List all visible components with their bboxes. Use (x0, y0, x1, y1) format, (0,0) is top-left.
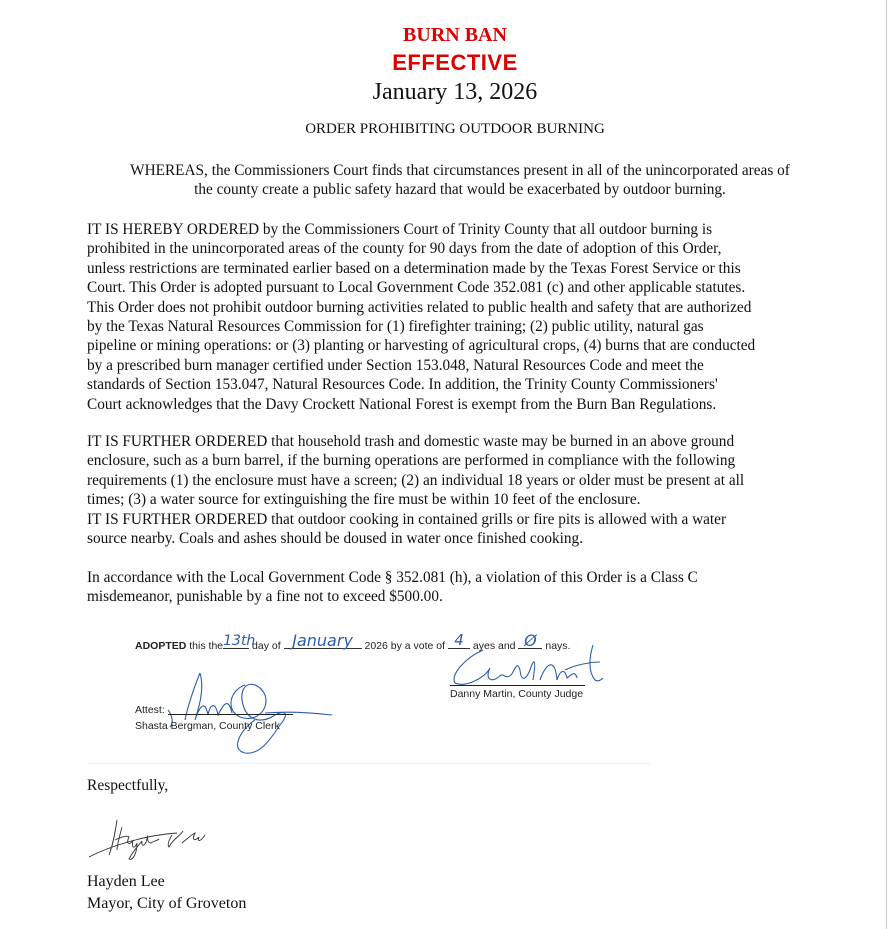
text-line: pipeline or mining operations: or (3) planting or harvesting of agricultural crops, (4) burns that are conducted (87, 337, 756, 355)
text-line: by a prescribed burn manager certified under Section 153.048, Natural Resources Code and meet the (87, 356, 704, 374)
order-heading: ORDER PROHIBITING OUTDOOR BURNING (305, 121, 605, 137)
penalty-paragraph (87, 568, 827, 607)
text-line: This Order does not prohibit outdoor burning activities related to public health and safety that are authorized (87, 298, 752, 316)
judge-signature (445, 640, 605, 690)
text-line: requirements (1) the enclosure must have a screen; (2) an individual 18 years or older must be present at all (87, 471, 745, 489)
text-line: times; (3) a water source for extinguishing the fire must be within 10 feet of the enclosure. (87, 491, 641, 509)
ayes-value: 4 (454, 631, 464, 649)
title-effective: EFFECTIVE (392, 50, 518, 75)
clerk-signature (160, 665, 335, 760)
text-line: WHEREAS, the Commissioners Court finds that circumstances present in all of the unincorporated areas of (130, 162, 790, 179)
text-line: In accordance with the Local Government Code § 352.081 (h), a violation of this Order is a Class C (87, 569, 698, 586)
day-of-text: day of (252, 640, 281, 652)
mayor-name: Hayden Lee (87, 873, 165, 890)
month-blank (284, 631, 362, 650)
text-line: IT IS FURTHER ORDERED that household trash and domestic waste may be burned in an above ground (87, 433, 735, 450)
ayes-label: ayes and (472, 640, 516, 652)
this-the-text: this the (189, 640, 224, 652)
nays-label: nays. (545, 640, 571, 652)
text-line: misdemeanor, punishable by a fine not to exceed $500.00. (87, 588, 443, 606)
text-line: IT IS HEREBY ORDERED by the Commissioners Court of Trinity County that all outdoor burning is (87, 221, 713, 238)
hereby-ordered-paragraph (87, 220, 827, 414)
page-edge (886, 0, 887, 929)
whereas-paragraph (80, 161, 840, 200)
text-line: by the Texas Natural Resources Commission for (1) firefighter training; (2) public utility, natural gas (87, 318, 704, 336)
text-line: standards of Section 153.047, Natural Resources Code. In addition, the Trinity County Commissioners' (87, 376, 718, 394)
text-line: Court. This Order is adopted pursuant to Local Government Code 352.081 (c) and other applicable statutes. (87, 279, 746, 297)
title-burn-ban: BURN BAN (403, 24, 507, 46)
judge-name: Danny Martin, County Judge (450, 688, 584, 700)
effective-date: January 13, 2026 (372, 79, 538, 105)
year-vote-text: 2026 by a vote of (364, 640, 446, 652)
mayor-title: Mayor, City of Groveton (87, 895, 247, 912)
mayor-signature (87, 815, 212, 865)
text-line: the county create a public safety hazard that would be exacerbated by outdoor burning. (194, 181, 726, 199)
clerk-name: Shasta Bergman, County Clerk (135, 720, 280, 732)
section-divider (87, 763, 650, 764)
clerk-signature-line (168, 714, 293, 715)
judge-signature-line (450, 685, 585, 686)
text-line: enclosure, such as a burn barrel, if the burning operations are performed in compliance with the following (87, 452, 736, 470)
text-line: Court acknowledges that the Davy Crockett National Forest is exempt from the Burn Ban Regulations. (87, 395, 717, 413)
adopted-label: ADOPTED (135, 640, 187, 652)
further-ordered-paragraph (87, 432, 827, 548)
text-line: source nearby. Coals and ashes should be doused in water once finished cooking. (87, 530, 584, 548)
day-value: 13th (223, 633, 256, 649)
text-line: prohibited in the unincorporated areas of the county for 90 days from the date of adoption of this Order, (87, 240, 722, 258)
text-line: unless restrictions are terminated earlier based on a determination made by the Texas Forest Service or this (87, 259, 741, 277)
day-blank (223, 633, 256, 649)
text-line: IT IS FURTHER ORDERED that outdoor cooking in contained grills or fire pits is allowed with a water (87, 510, 727, 528)
salutation: Respectfully, (87, 777, 169, 794)
nays-value: Ø (524, 631, 537, 650)
attest-label: Attest: (135, 704, 165, 716)
month-value: January (292, 631, 353, 650)
